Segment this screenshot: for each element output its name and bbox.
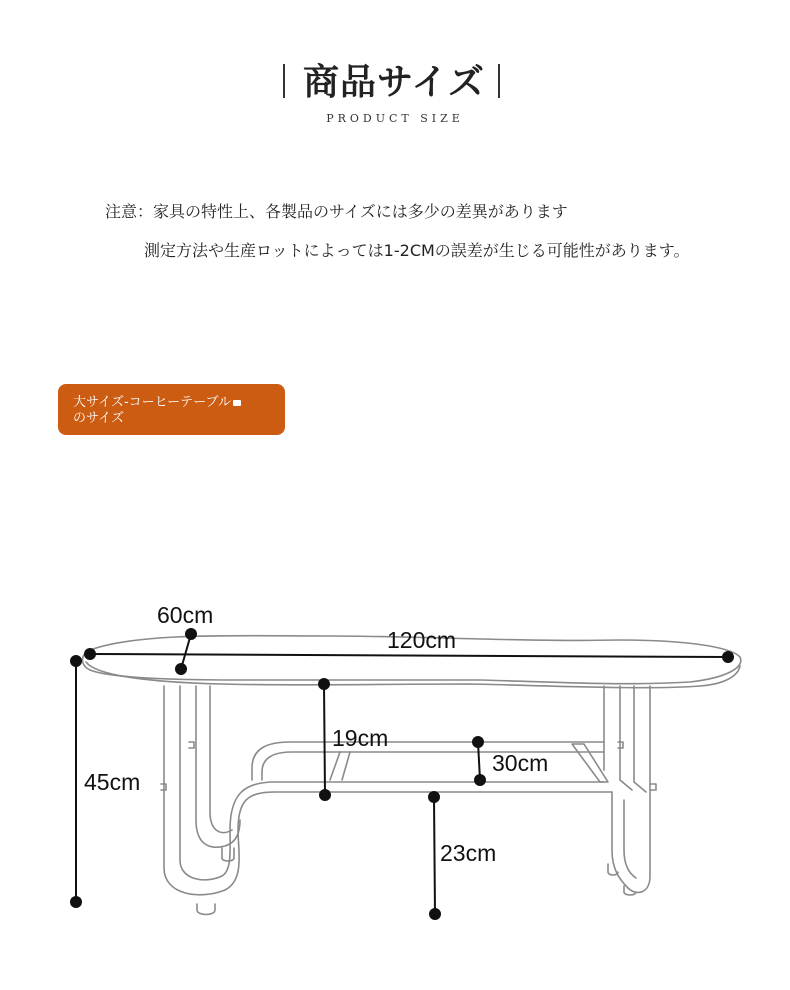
dimension-dot — [723, 652, 733, 662]
shelf-height-dimension-line — [434, 797, 435, 914]
dimension-dot — [319, 679, 329, 689]
note-line-2: 測定方法や生産ロットによっては1-2CMの誤差が生じる可能性があります。 — [144, 241, 690, 260]
width-label: 120cm — [387, 627, 457, 653]
inner-shelf-label: 30cm — [492, 750, 549, 776]
dimension-dot — [429, 792, 439, 802]
dimension-dot — [71, 897, 81, 907]
page-subtitle: PRODUCT SIZE — [326, 112, 464, 125]
depth-label: 60cm — [157, 602, 214, 628]
shelf-height-label: 23cm — [440, 840, 497, 866]
page-title: 商品サイズ — [302, 62, 486, 103]
table-outline — [83, 636, 741, 915]
dimension-labels — [84, 602, 548, 866]
note-line-1: 注意：家具の特性上、各製品のサイズには多少の差異があります — [105, 202, 568, 221]
dimension-dot — [473, 737, 483, 747]
shelf-gap-dimension-line — [324, 684, 325, 795]
dimension-dot — [186, 629, 196, 639]
dimension-dot — [176, 664, 186, 674]
badge-line-1: 大サイズ-コーヒーテーブル — [73, 395, 231, 410]
dimension-dot — [85, 649, 95, 659]
dimension-dot — [71, 656, 81, 666]
shelf-gap-label: 19cm — [332, 725, 389, 751]
height-label: 45cm — [84, 769, 141, 795]
badge-line-2: のサイズ — [73, 411, 124, 426]
dimension-dot — [475, 775, 485, 785]
dimension-dot — [430, 909, 440, 919]
dimension-dot — [320, 790, 330, 800]
